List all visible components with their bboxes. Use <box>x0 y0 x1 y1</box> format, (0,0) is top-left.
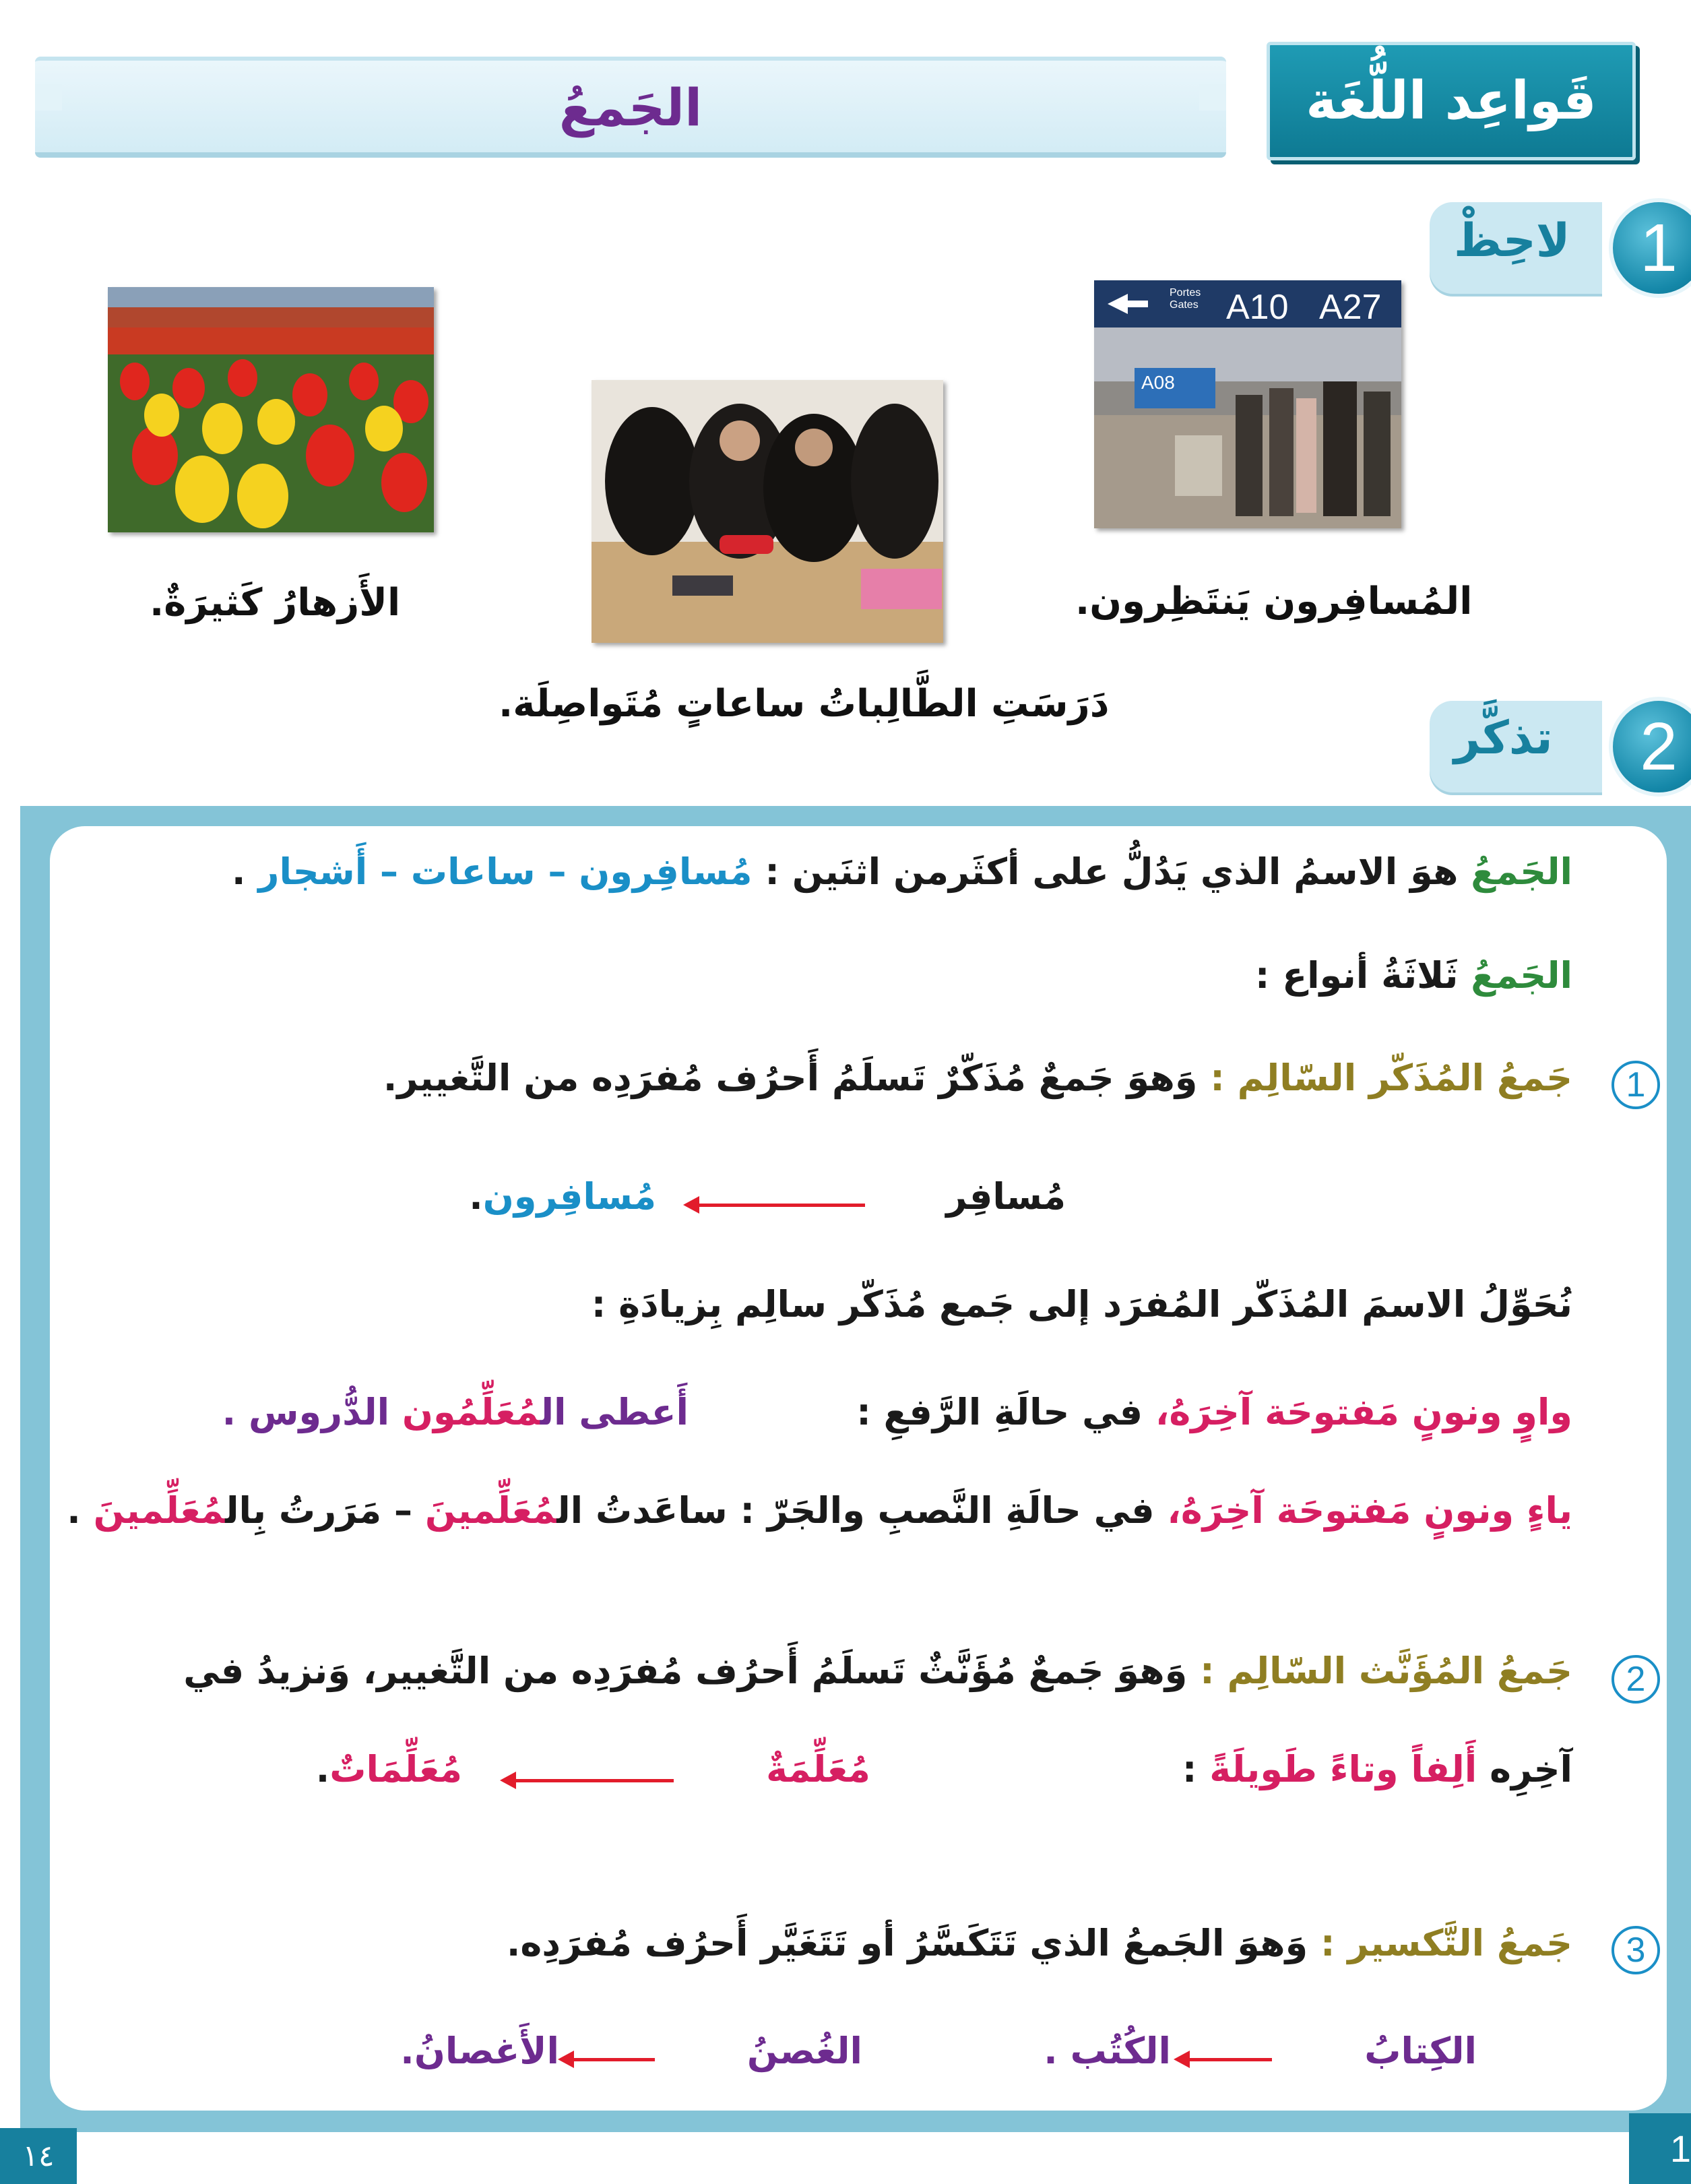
masc-example-plural-row <box>469 1175 656 1218</box>
definition-term: الجَمعُ <box>1471 850 1572 893</box>
masc-plural-definition <box>383 1057 1572 1099</box>
rule-number-2: 2 <box>1612 1655 1660 1704</box>
fem-line2-a: آخِرِه <box>1477 1748 1572 1790</box>
fem-example-end: . <box>315 1748 330 1790</box>
masc-example-arrow <box>695 1204 865 1207</box>
page-number-left: ١٤ <box>0 2128 77 2184</box>
travelers-photo <box>1094 280 1401 528</box>
types-term: الجَمعُ <box>1471 954 1572 997</box>
masc-raf-example <box>222 1391 689 1433</box>
plural-definition <box>232 850 1572 893</box>
masc-nasb-example-d: مُعَلِّمينَ <box>93 1489 226 1532</box>
fem-plural-definition <box>183 1650 1572 1692</box>
broken-example-end: . <box>400 2030 414 2072</box>
fem-example-singular: مُعَلِّمَةٌ <box>766 1748 870 1790</box>
fem-term: جَمعُ المُؤَنَّث السّالِم : <box>1200 1650 1572 1692</box>
masc-nasb-example-c: – مَرَرتُ بِال <box>225 1489 425 1532</box>
masc-nasb-rule <box>67 1489 1572 1532</box>
header-badge-label: قَواعِد اللُّغَة <box>1306 71 1597 131</box>
broken-example2-singular: الغُصنُ <box>746 2030 862 2072</box>
plural-types <box>1255 954 1572 997</box>
masc-raf-rule <box>856 1391 1572 1433</box>
fem-line2-b: : <box>1182 1748 1210 1790</box>
types-text: ثَلاثَةُ أنواع : <box>1254 954 1471 997</box>
broken-term: جَمعُ التَّكسير : <box>1320 1922 1572 1964</box>
masc-raf-example-c: الدُّروس . <box>222 1391 402 1433</box>
fem-line2-highlight: أَلِفاً وتاءً طَويلَةً <box>1209 1748 1477 1790</box>
rule-number-3: 3 <box>1612 1926 1660 1974</box>
section-remember-number: 2 <box>1609 697 1691 797</box>
masc-raf-text: في حالَةِ الرَّفعِ : <box>856 1391 1155 1433</box>
students-photo <box>592 380 943 643</box>
masc-nasb-example-e: . <box>67 1489 94 1532</box>
section-remember-label: تذكَّر <box>1454 712 1553 765</box>
students-caption: دَرَسَتِ الطَّالِباتُ ساعاتٍ مُتَواصِلَة. <box>499 682 1110 726</box>
definition-end: . <box>232 850 259 893</box>
broken-example2-plural: الأَغصانُ <box>414 2030 559 2072</box>
gate-sign-left: A10 <box>1226 288 1289 327</box>
masc-example-end: . <box>469 1175 483 1218</box>
broken-plural-definition <box>507 1922 1572 1964</box>
section-observe-label: لاحِظْ <box>1454 214 1570 268</box>
masc-nasb-example-b: مُعَلِّمينَ <box>424 1489 557 1532</box>
broken-example2-plural-row <box>400 2030 559 2072</box>
gate-sign-small: Portes Gates <box>1170 287 1201 311</box>
fem-text: وَهوَ جَمعٌ مُؤَنَّثٌ تَسلَمُ أَحرُف مُفرَدِه من التَّغيير، وَنزيدُ في <box>183 1650 1201 1692</box>
masc-nasb-text: في حالَةِ النَّصبِ والجَرّ : ساعَدتُ ال <box>556 1489 1168 1532</box>
broken-example1-plural-word: الكُتُب <box>1070 2030 1171 2072</box>
masc-raf-example-b: مُعَلِّمُون <box>402 1391 540 1433</box>
gate-sign-right: A27 <box>1319 288 1382 327</box>
masc-term: جَمعُ المُذَكّر السّالِم : <box>1210 1057 1572 1099</box>
fem-example-plural-row <box>316 1748 462 1790</box>
masc-nasb-highlight: ياءٍ ونونٍ مَفتوحَة آخِرَهُ، <box>1167 1489 1572 1532</box>
rule-number-1: 1 <box>1612 1061 1660 1109</box>
students-illustration <box>592 380 943 643</box>
broken-text: وَهوَ الجَمعُ الذي تَتَكَسَّرُ أو تَتَغَيَّر أَحرُف مُفرَدِه. <box>506 1922 1320 1964</box>
broken-example1-singular: الكِتابُ <box>1364 2030 1477 2072</box>
broken-example2-arrow <box>570 2058 655 2061</box>
masc-conversion-rule: نُحَوِّلُ الاسمَ المُذَكّر المُفرَد إلى جَمع مُذَكّر سالِم بِزيادَةِ : <box>591 1283 1572 1325</box>
flowers-caption: الأَزهارُ كَثيرَةٌ. <box>150 581 401 625</box>
broken-example1-arrow <box>1186 2058 1272 2061</box>
rules-panel <box>50 826 1667 2111</box>
broken-example1-plural: الكُتُب . <box>1044 2030 1171 2072</box>
masc-text: وَهوَ جَمعٌ مُذَكّرٌ تَسلَمُ أَحرُف مُفرَدِه من التَّغيير. <box>383 1057 1211 1099</box>
masc-example-singular: مُسافِر <box>946 1175 1066 1218</box>
travelers-caption: المُسافِرون يَنتَظِرون. <box>1075 580 1473 623</box>
definition-examples: مُسافِرون – ساعات – أَشجار <box>258 850 753 893</box>
fem-example-arrow <box>512 1779 674 1782</box>
page-number-right: 1 <box>1629 2113 1691 2184</box>
gate-number: A08 <box>1141 372 1175 393</box>
tulip-field-illustration <box>108 287 434 532</box>
page-title: الجَمعُ <box>559 77 703 137</box>
fem-plural-line2 <box>1182 1748 1572 1790</box>
section-observe-number: 1 <box>1609 198 1691 298</box>
definition-text: هوَ الاسمُ الذي يَدُلُّ على أكثَرمن اثنَين : <box>752 850 1471 893</box>
flowers-photo <box>108 287 434 532</box>
fem-example-plural: مُعَلِّمَاتٌ <box>329 1748 462 1790</box>
masc-raf-example-a: أَعطى ال <box>540 1391 689 1433</box>
masc-example-plural: مُسافِرون <box>482 1175 656 1218</box>
masc-raf-highlight: واوٍ ونونٍ مَفتوحَة آخِرَهُ، <box>1155 1391 1572 1433</box>
